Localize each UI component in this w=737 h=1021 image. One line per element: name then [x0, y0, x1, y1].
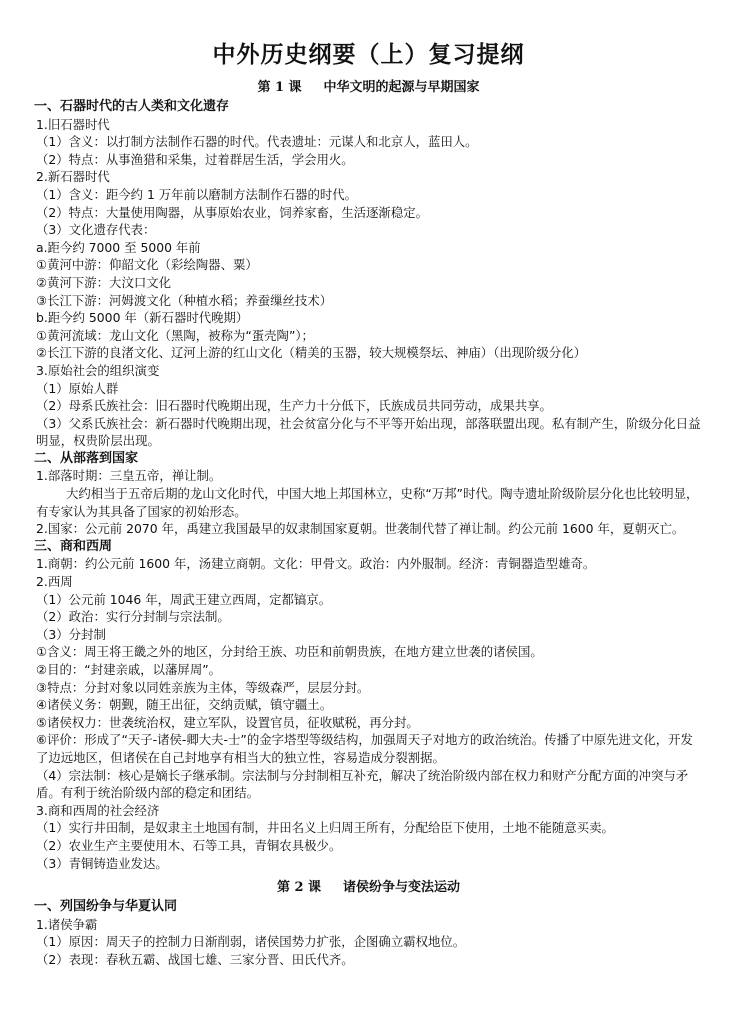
text-line: 1.部落时期：三皇五帝，禅让制。	[36, 468, 222, 484]
text-line: a.距今约 7000 至 5000 年前	[36, 239, 201, 255]
text-line: ②黄河下游：大汶口文化	[36, 274, 172, 290]
lesson-2-body	[36, 898, 704, 968]
text-line: （1）含义：以打制方法制作石器的时代。代表遗址：元谋人和北京人，蓝田人。	[36, 134, 478, 150]
text-line: （1）原始人群	[36, 380, 119, 396]
document-title: 中外历史纲要（上）复习提纲	[212, 41, 525, 68]
text-line: （3）青铜铸造业发达。	[36, 855, 168, 871]
lesson-2-heading	[0, 879, 737, 897]
lesson-1-name: 中华文明的起源与早期国家	[323, 80, 480, 95]
text-line: ①黄河流域：龙山文化（黑陶，被称为“蛋壳陶”）；	[36, 327, 314, 343]
text-line: （2）政治：实行分封制与宗法制。	[36, 609, 230, 625]
sub-heading: 2.新石器时代	[36, 169, 110, 185]
text-line: （1）含义：距今约 1 万年前以磨制方法制作石器的时代。	[36, 186, 358, 202]
text-line: （1）公元前 1046 年，周武王建立西周，定都镐京。	[36, 591, 332, 607]
section-heading: 一、石器时代的古人类和文化遗存	[34, 99, 230, 114]
text-paragraph: 2.国家：公元前 2070 年，禹建立我国最早的奴隶制国家夏朝。世袭制代替了禅让制。约公元前 1600 年，夏朝灭亡。	[36, 521, 685, 537]
text-line: （2）母系氏族社会：旧石器时代晚期出现，生产力十分低下，氏族成员共同劳动，成果共享。	[36, 398, 552, 414]
lesson-2-name: 诸侯纷争与变法运动	[343, 880, 461, 895]
text-line: ②长江下游的良渚文化、辽河上游的红山文化（精美的玉器，较大规模祭坛、神庙）（出现阶级分化）	[36, 345, 587, 361]
text-line: ⑤诸侯权力：世袭统治权，建立军队，设置官员，征收赋税，再分封。	[36, 714, 419, 730]
lesson-1-body	[36, 98, 704, 872]
text-paragraph: ⑥评价：形成了“天子-诸侯-卿大夫-士”的金字塔型等级结构，加强周天子对地方的政治统治。传播了中原先进文化，开发了边远地区，但诸侯在自己封地享有相当大的独立性，容易造成分裂割据。	[36, 732, 693, 765]
text-paragraph: （4）宗法制：核心是嫡长子继承制。宗法制与分封制相互补充，解决了统治阶级内部在权力和财产分配方面的冲突与矛盾。有利于统治阶级内部的稳定和团结。	[36, 767, 689, 801]
sub-heading: 1.诸侯争霸	[36, 916, 98, 932]
text-line: 1.商朝：约公元前 1600 年，汤建立商朝。文化：甲骨文。政治：内外服制。经济：青铜器造型雄奇。	[36, 556, 596, 572]
text-line: （3）分封制	[36, 626, 106, 642]
text-line: ①含义：周王将王畿之外的地区，分封给王族、功臣和前朝贵族，在地方建立世袭的诸侯国。	[36, 644, 543, 660]
text-line: （2）农业生产主要使用木、石等工具，青铜农具极少。	[36, 837, 342, 853]
text-line: （2）特点：大量使用陶器，从事原始农业，饲养家畜，生活逐渐稳定。	[36, 204, 428, 220]
lesson-1-number: 第 1 课	[257, 80, 302, 95]
sub-heading: 3.原始社会的组织演变	[36, 362, 160, 378]
text-line: （1）原因：周天子的控制力日渐削弱，诸侯国势力扩张，企图确立霸权地位。	[36, 934, 466, 950]
sub-heading: 1.旧石器时代	[36, 116, 110, 132]
lesson-1-heading	[0, 79, 737, 97]
text-paragraph: （3）父系氏族社会：新石器时代晚期出现，社会贫富分化与不平等开始出现，部落联盟出现。私有制产生，阶级分化日益明显，权贵阶层出现。	[36, 415, 701, 449]
text-line: ③特点：分封对象以同姓亲族为主体，等级森严，层层分封。	[36, 679, 370, 695]
text-line: ③长江下游：河姆渡文化（种植水稻；养蚕缫丝技术）	[36, 292, 333, 308]
text-line: （2）特点：从事渔猎和采集，过着群居生活，学会用火。	[36, 151, 354, 167]
sub-heading: 3.商和西周的社会经济	[36, 802, 160, 818]
text-line: （2）表现：春秋五霸、战国七雄、三家分晋、田氏代齐。	[36, 951, 354, 967]
sub-heading: 2.西周	[36, 574, 73, 590]
text-line: ④诸侯义务：朝觐，随王出征，交纳贡赋，镇守疆土。	[36, 697, 333, 713]
section-heading: 一、列国纷争与华夏认同	[34, 899, 178, 914]
text-line: ②目的：“封建亲戚，以藩屏周”。	[36, 662, 222, 677]
text-line: （3）文化遗存代表：	[36, 222, 156, 238]
text-line: （1）实行井田制，是奴隶主土地国有制，井田名义上归周王所有，分配给臣下使用，土地不能随意买卖。	[36, 820, 614, 836]
text-line: ①黄河中游：仰韶文化（彩绘陶器、粟）	[36, 257, 258, 273]
text-line: b.距今约 5000 年（新石器时代晚期）	[36, 310, 249, 326]
text-paragraph: 大约相当于五帝后期的龙山文化时代，中国大地上邦国林立，史称“万邦”时代。陶寺遗址阶级阶层分化也比较明显，有专家认为其具备了国家的初始形态。	[36, 486, 699, 519]
section-heading: 二、从部落到国家	[34, 450, 139, 466]
section-heading: 三、商和西周	[34, 538, 113, 554]
lesson-2-number: 第 2 课	[276, 880, 322, 895]
